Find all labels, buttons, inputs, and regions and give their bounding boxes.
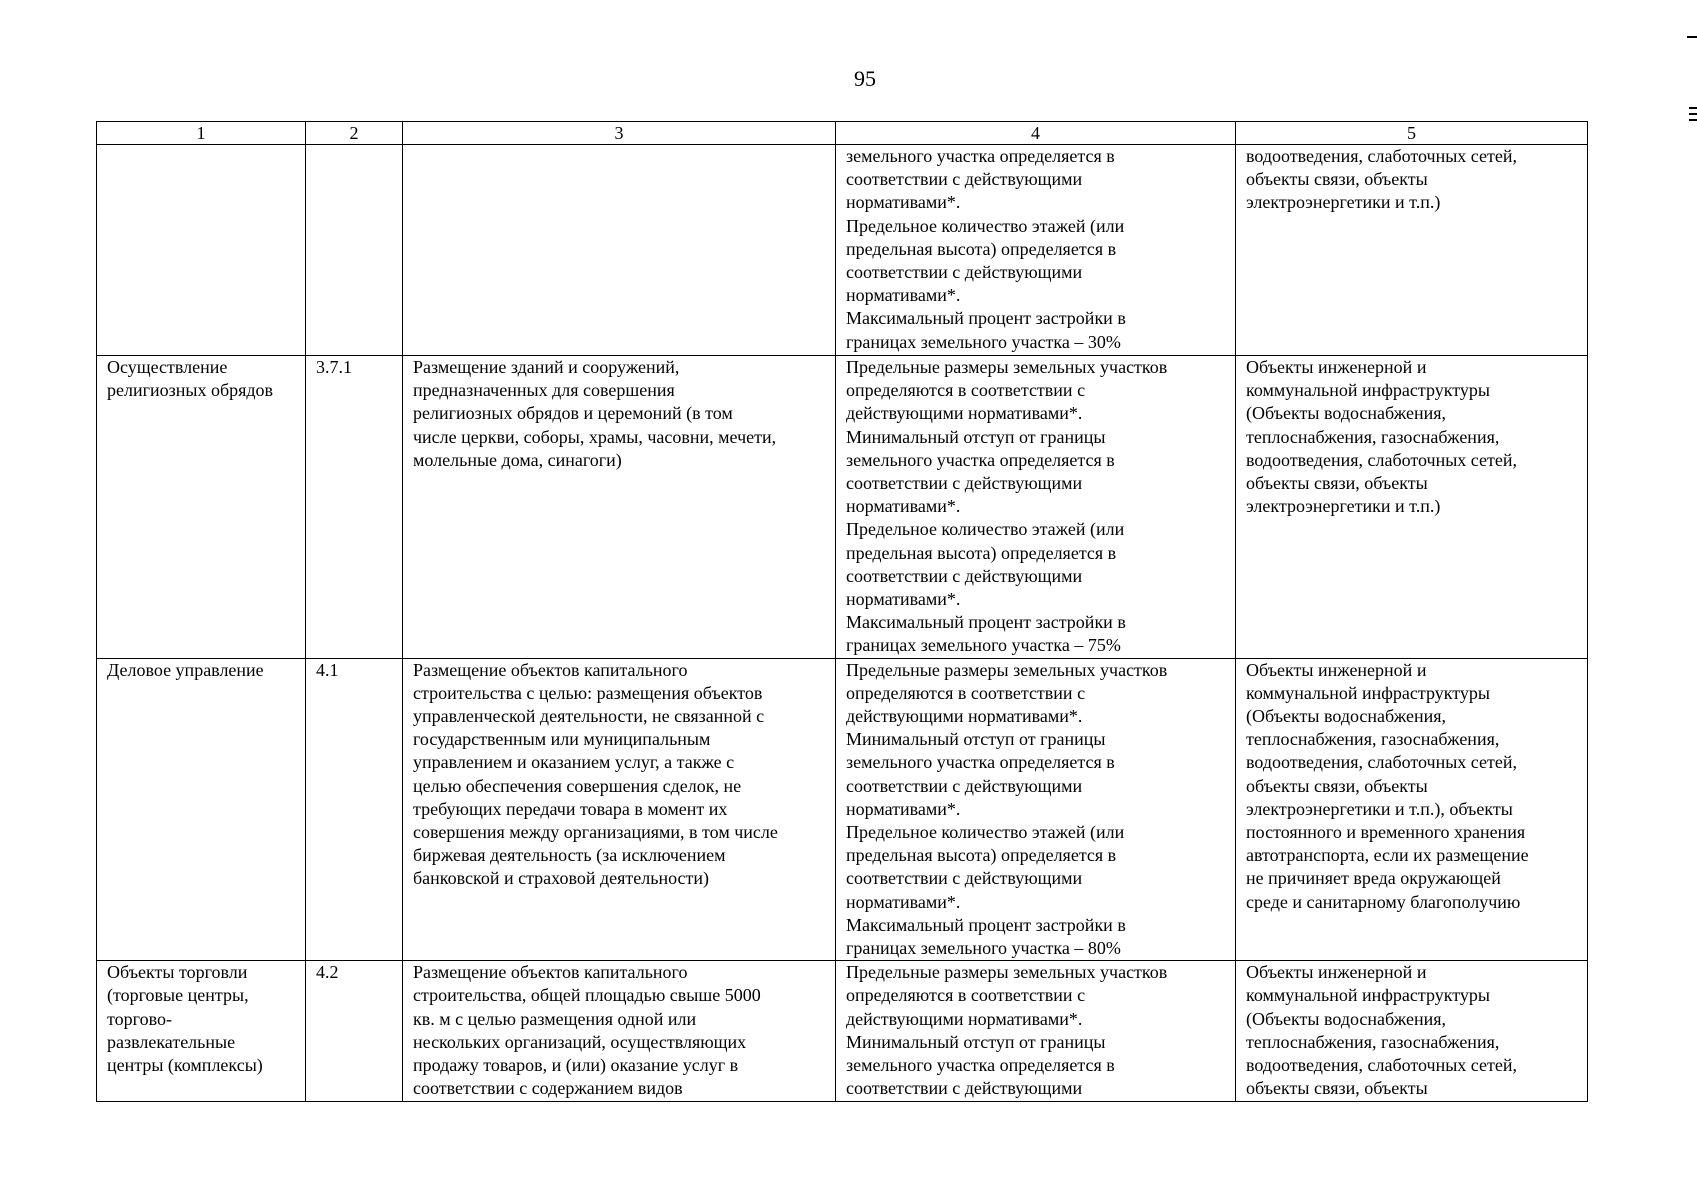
parameters-text: Предельные размеры земельных участков определяются в соответствии с действующими нормативами*. Минимальный отступ от границы земельного участка определяется в соответствии с действующими нормативами*. Предельное количество этажей (или предельная высота) определяется в соответствии с действующими нормативами*. Максимальный процент застройки в границах земельного участка – 80% <box>846 659 1168 959</box>
auxiliary-text: Объекты инженерной и коммунальной инфраструктуры (Объекты водоснабжения, теплоснабжения, газоснабжения, водоотведения, слаботочных сетей, объекты связи, объекты электроэнергетики и т.п.), объекты постоянного и временного хранения автотранспорта, если их размещение не причиняет вреда окружающей среде и санитарному благополучию <box>1246 659 1529 912</box>
table-row <box>97 145 1588 356</box>
edge-mark <box>1689 107 1697 109</box>
use-name: Осуществление религиозных обрядов <box>107 357 274 401</box>
auxiliary-cell <box>1236 145 1588 356</box>
auxiliary-cell <box>1236 356 1588 659</box>
parameters-cell <box>836 961 1236 1101</box>
table-row <box>97 356 1588 659</box>
parameters-text: Предельные размеры земельных участков определяются в соответствии с действующими нормативами*. Минимальный отступ от границы земельного участка определяется в соответствии с действующими нормативами*. Предельное количество этажей (или предельная высота) определяется в соответствии с действующими нормативами*. Максимальный процент застройки в границах земельного участка – 75% <box>846 357 1168 656</box>
parameters-cell <box>836 658 1236 961</box>
use-description: Размещение зданий и сооружений, предназначенных для совершения религиозных обрядов и церемоний (в том числе церкви, соборы, храмы, часовни, мечети, молельные дома, синагоги) <box>413 357 777 470</box>
use-description: Размещение объектов капитального строительства с целью: размещения объектов управленческой деятельности, не связанной с государственным или муниципальным управлением и оказанием услуг, а также с целью обеспечения совершения сделок, не требующих передачи товара в момент их совершения между организациями, в том числе биржевая деятельность (за исключением банковской и страховой деятельности) <box>413 659 778 889</box>
use-name: Объекты торговли (торговые центры, торгово- развлекательные центры (комплексы) <box>107 962 263 1076</box>
use-name: Деловое управление <box>107 659 264 680</box>
use-code: 4.2 <box>316 962 339 983</box>
auxiliary-text: Объекты инженерной и коммунальной инфраструктуры (Объекты водоснабжения, теплоснабжения, газоснабжения, водоотведения, слаботочных сетей, объекты связи, объекты электроэнергетики и т.п.) <box>1246 357 1517 517</box>
use-code-cell <box>306 145 403 356</box>
use-name-cell <box>97 658 306 961</box>
use-description-cell <box>403 356 836 659</box>
use-name-cell <box>97 961 306 1101</box>
parameters-cell <box>836 356 1236 659</box>
use-code-cell <box>306 356 403 659</box>
use-code-cell <box>306 961 403 1101</box>
edge-mark <box>1689 119 1697 121</box>
column-header: 1 <box>97 122 306 145</box>
use-name-cell <box>97 356 306 659</box>
page-number: 95 <box>854 66 876 91</box>
use-description-cell <box>403 145 836 356</box>
auxiliary-text: Объекты инженерной и коммунальной инфраструктуры (Объекты водоснабжения, теплоснабжения, газоснабжения, водоотведения, слаботочных сетей, объекты связи, объекты <box>1246 962 1517 1099</box>
edge-mark <box>1687 36 1697 38</box>
use-code-cell <box>306 658 403 961</box>
table-row <box>97 658 1588 961</box>
column-header: 5 <box>1236 122 1588 145</box>
zoning-table <box>96 121 1588 1102</box>
auxiliary-text: водоотведения, слаботочных сетей, объекты связи, объекты электроэнергетики и т.п.) <box>1246 146 1517 213</box>
column-header: 4 <box>836 122 1236 145</box>
table-row <box>97 961 1588 1101</box>
header-row <box>97 122 1588 145</box>
auxiliary-cell <box>1236 961 1588 1101</box>
use-description-cell <box>403 961 836 1101</box>
column-header: 2 <box>306 122 403 145</box>
parameters-text: Предельные размеры земельных участков определяются в соответствии с действующими нормативами*. Минимальный отступ от границы земельного участка определяется в соответствии с действующими <box>846 962 1168 1099</box>
parameters-text: земельного участка определяется в соответствии с действующими нормативами*. Предельное количество этажей (или предельная высота) определяется в соответствии с действующими нормативами*. Максимальный процент застройки в границах земельного участка – 30% <box>846 146 1126 352</box>
column-header: 3 <box>403 122 836 145</box>
use-code: 3.7.1 <box>316 357 352 377</box>
use-name-cell <box>97 145 306 356</box>
use-description: Размещение объектов капитального строительства, общей площадью свыше 5000 кв. м с целью размещения одной или нескольких организаций, осуществляющих продажу товаров, и (или) оказание услуг в соответствии с содержанием видов <box>413 962 761 1099</box>
parameters-cell <box>836 145 1236 356</box>
edge-mark <box>1689 113 1697 115</box>
auxiliary-cell <box>1236 658 1588 961</box>
use-description-cell <box>403 658 836 961</box>
use-code: 4.1 <box>316 659 339 680</box>
